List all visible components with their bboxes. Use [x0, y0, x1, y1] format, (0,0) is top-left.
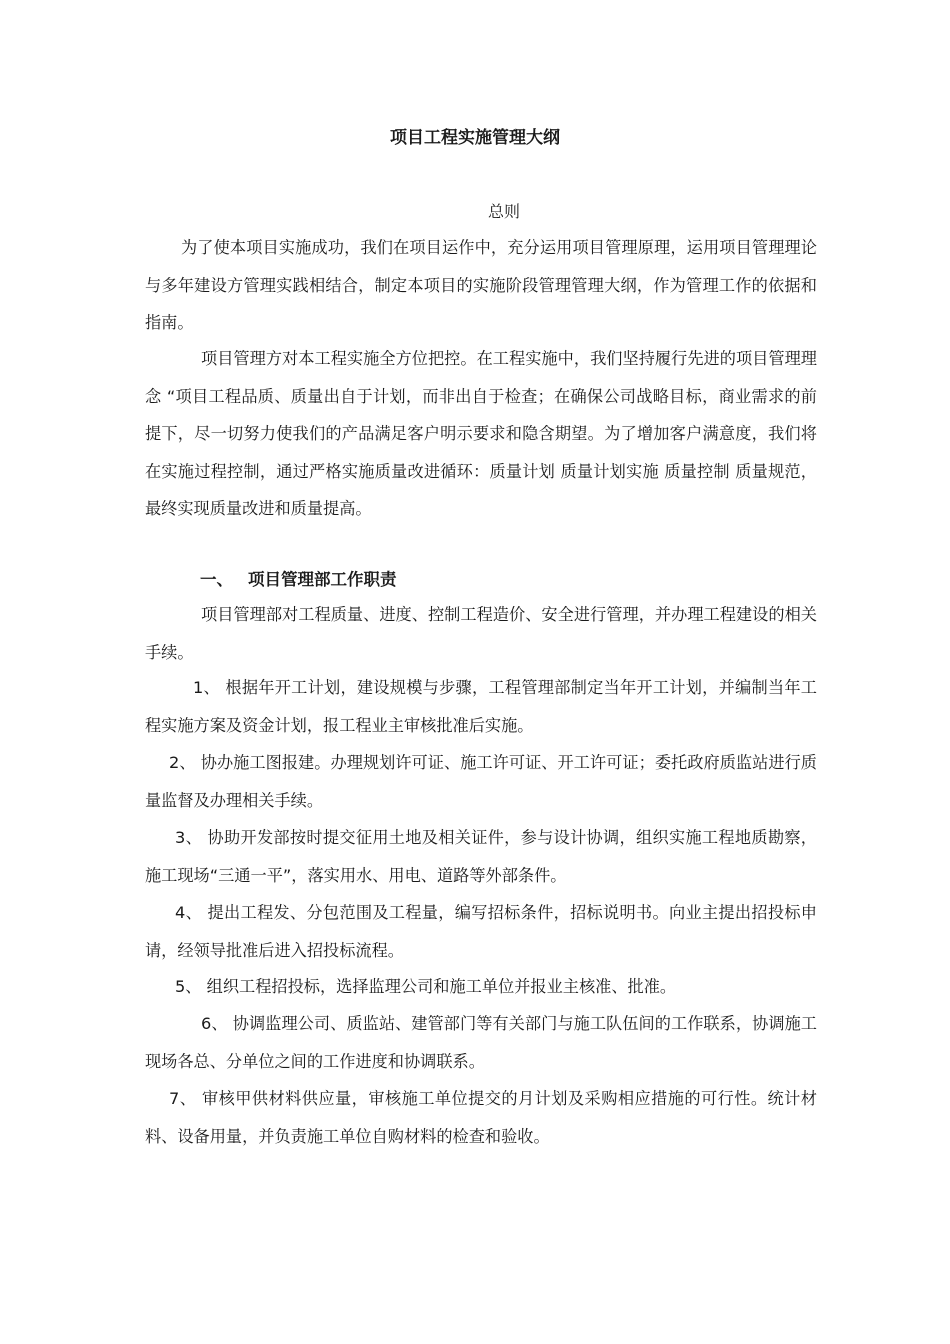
duty-item-1: 1、 根据年开工计划，建设规模与步骤，工程管理部制定当年开工计划，并编制当年工程实施方案及资金计划，报工程业主审核批准后实施。 [145, 678, 817, 735]
duty-item-2: 2、 协办施工图报建。办理规划许可证、施工许可证、开工许可证；委托政府质监站进行质量监督及办理相关手续。 [145, 753, 817, 810]
duty-item-4: 4、 提出工程发、分包范围及工程量，编写招标条件，招标说明书。向业主提出招投标申请，经领导批准后进入招投标流程。 [145, 903, 817, 960]
duty-item-5: 5、 组织工程招投标，选择监理公司和施工单位并报业主核准、批准。 [175, 977, 677, 996]
section-1-number: 一、 [200, 570, 233, 589]
duty-item-7: 7、 审核甲供材料供应量，审核施工单位提交的月计划及采购相应措施的可行性。统计材料、设备用量，并负责施工单位自购材料的检查和验收。 [145, 1089, 817, 1146]
section-subtitle: 总则 [487, 202, 520, 221]
section-1-title: 项目管理部工作职责 [248, 570, 397, 589]
intro-paragraph-1: 为了使本项目实施成功，我们在项目运作中，充分运用项目管理原理，运用项目管理理论与多年建设方管理实践相结合，制定本项目的实施阶段管理管理大纲，作为管理工作的依据和指南。 [145, 238, 817, 333]
duty-item-3: 3、 协助开发部按时提交征用土地及相关证件，参与设计协调，组织实施工程地质勘察，施工现场“三通一平”，落实用水、用电、道路等外部条件。 [145, 828, 817, 885]
intro-paragraph-2: 项目管理方对本工程实施全方位把控。在工程实施中，我们坚持履行先进的项目管理理念 “项目工程品质、质量出自于计划，而非出自于检查；在确保公司战略目标，商业需求的前提下，尽一切努力使我们的产品满足客户明示要求和隐含期望。为了增加客户满意度，我们将在实施过程控制，通过严格实施质量改进循环：质量计划 质量计划实施 质量控制 质量规范，最终实现质量改进和质量提高。 [145, 349, 817, 519]
section-1-intro: 项目管理部对工程质量、进度、控制工程造价、安全进行管理，并办理工程建设的相关手续。 [145, 605, 817, 662]
section-1-heading [200, 566, 397, 594]
document-title: 项目工程实施管理大纲 [390, 128, 560, 148]
duty-item-6: 6、 协调监理公司、质监站、建管部门等有关部门与施工队伍间的工作联系，协调施工现场各总、分单位之间的工作进度和协调联系。 [145, 1014, 817, 1071]
